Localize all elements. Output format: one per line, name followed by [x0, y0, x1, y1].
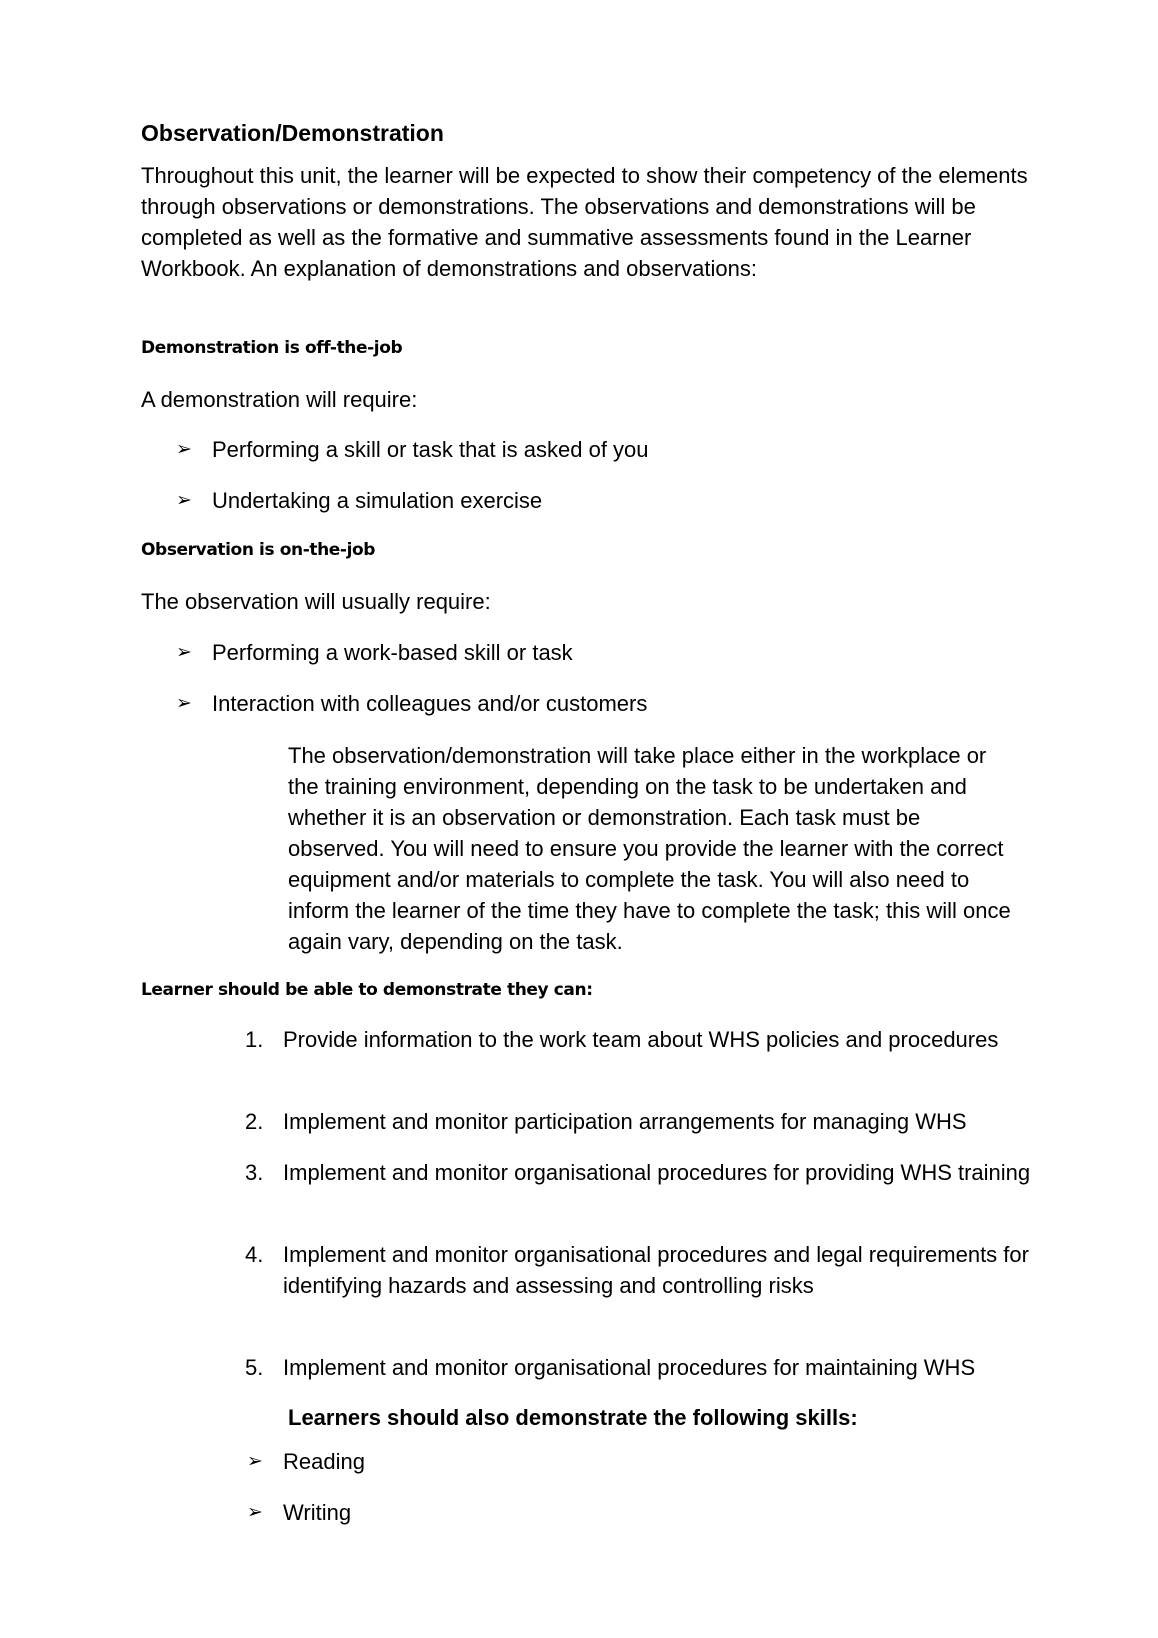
bullet-text: Interaction with colleagues and/or customers: [212, 691, 648, 716]
observation-lead: The observation will usually require:: [141, 589, 491, 614]
bullet-text: Performing a skill or task that is asked of you: [212, 437, 649, 462]
learner-list-subheading: Learner should be able to demonstrate they can:: [141, 980, 593, 1000]
arrow-bullet-icon: ➢: [247, 1501, 263, 1523]
bullet-text: Writing: [283, 1500, 352, 1525]
item-number: 4.: [245, 1242, 264, 1267]
arrow-bullet-icon: ➢: [176, 438, 192, 460]
list-item: [176, 485, 876, 516]
numbered-item: [245, 1352, 1035, 1383]
arrow-bullet-icon: ➢: [176, 489, 192, 511]
arrow-bullet-icon: ➢: [247, 1450, 263, 1472]
arrow-bullet-icon: ➢: [176, 641, 192, 663]
list-item: [247, 1497, 747, 1528]
observation-subheading: Observation is on-the-job: [141, 540, 376, 560]
item-number: 3.: [245, 1160, 264, 1185]
intro-paragraph: Throughout this unit, the learner will be expected to show their competency of the elements through observations or demonstrations. The observations and demonstrations will be completed as well as the formative and summative assessments found in the Learner Workbook. An explanation of demonstrations and observations:: [141, 163, 1028, 281]
numbered-item: [245, 1024, 1035, 1055]
bullet-text: Reading: [283, 1449, 365, 1474]
numbered-item: [245, 1157, 1035, 1188]
item-text: Implement and monitor organisational procedures and legal requirements for identifying hazards and assessing and controlling risks: [283, 1242, 1029, 1298]
note-paragraph: The observation/demonstration will take place either in the workplace or the training environment, depending on the task to be undertaken and whether it is an observation or demonstration. Each task must be observed. You will need to ensure you provide the learner with the correct equipment and/or materials to complete the task. You will also need to inform the learner of the time they have to complete the task; this will once again vary, depending on the task.: [288, 743, 1011, 954]
item-text: Implement and monitor organisational procedures for maintaining WHS: [283, 1355, 976, 1380]
demonstration-lead: A demonstration will require:: [141, 387, 418, 412]
item-text: Implement and monitor organisational procedures for providing WHS training: [283, 1160, 1031, 1185]
bullet-text: Performing a work-based skill or task: [212, 640, 573, 665]
list-item: [176, 688, 876, 719]
skills-heading: Learners should also demonstrate the following skills:: [288, 1405, 858, 1430]
list-item: [176, 637, 876, 668]
bullet-text: Undertaking a simulation exercise: [212, 488, 543, 513]
numbered-item: [245, 1106, 1035, 1137]
item-number: 2.: [245, 1109, 264, 1134]
demonstration-subheading: Demonstration is off-the-job: [141, 338, 403, 358]
item-number: 5.: [245, 1355, 264, 1380]
item-text: Provide information to the work team about WHS policies and procedures: [283, 1027, 999, 1052]
page-title: Observation/Demonstration: [141, 120, 444, 146]
arrow-bullet-icon: ➢: [176, 692, 192, 714]
item-text: Implement and monitor participation arrangements for managing WHS: [283, 1109, 967, 1134]
list-item: [176, 434, 876, 465]
item-number: 1.: [245, 1027, 264, 1052]
numbered-item: [245, 1239, 1035, 1301]
list-item: [247, 1446, 747, 1477]
